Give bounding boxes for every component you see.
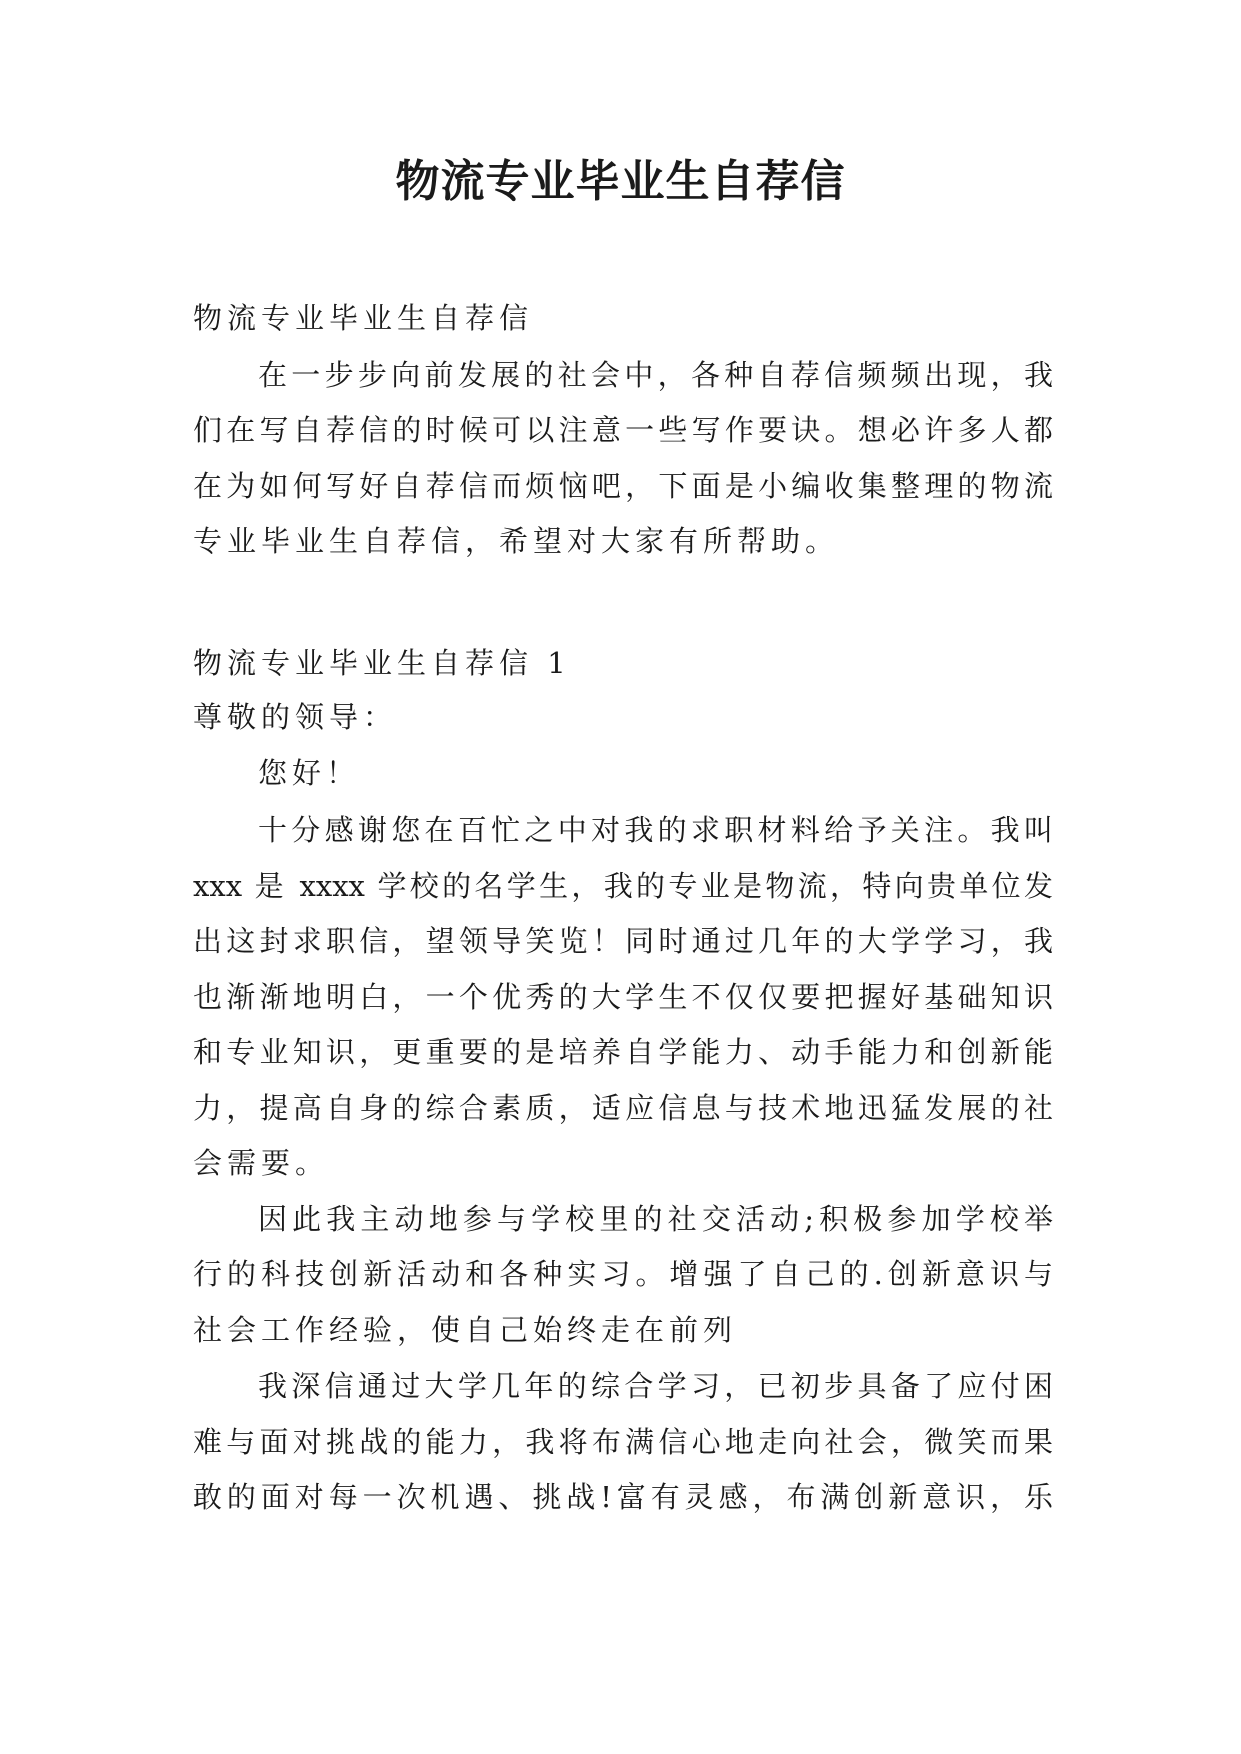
body-line: 因此我主动地参与学校里的社交活动;积极参加学校举 — [258, 1202, 1053, 1236]
body-line: 社会工作经验，使自己始终走在前列 — [193, 1313, 738, 1347]
subtitle-line: 物流专业毕业生自荐信 — [193, 301, 534, 335]
body-line: xxx 是 xxxx 学校的名学生，我的专业是物流，特向贵单位发 — [193, 869, 1053, 903]
body-line: 难与面对挑战的能力，我将布满信心地走向社会，微笑而果 — [193, 1425, 1053, 1459]
body-line: 十分感谢您在百忙之中对我的求职材料给予关注。我叫 — [258, 813, 1053, 847]
body-line: 和专业知识，更重要的是培养自学能力、动手能力和创新能 — [193, 1035, 1053, 1069]
section-heading: 物流专业毕业生自荐信 1 — [193, 646, 571, 680]
salutation: 尊敬的领导： — [193, 700, 398, 734]
greeting: 您好！ — [258, 756, 361, 790]
document-title: 物流专业毕业生自荐信 — [395, 156, 846, 207]
body-line: 我深信通过大学几年的综合学习，已初步具备了应付困 — [258, 1369, 1053, 1403]
intro-line: 在一步步向前发展的社会中，各种自荐信频频出现，我 — [258, 358, 1053, 392]
body-line: 力，提高自身的综合素质，适应信息与技术地迅猛发展的社 — [193, 1091, 1053, 1125]
intro-line: 们在写自荐信的时候可以注意一些写作要诀。想必许多人都 — [193, 413, 1053, 447]
body-line: 也渐渐地明白，一个优秀的大学生不仅仅要把握好基础知识 — [193, 980, 1053, 1014]
body-line: 行的科技创新活动和各种实习。增强了自己的.创新意识与 — [193, 1257, 1053, 1291]
intro-line: 在为如何写好自荐信而烦恼吧，下面是小编收集整理的物流 — [193, 469, 1053, 503]
body-line: 敢的面对每一次机遇、挑战!富有灵感，布满创新意识，乐 — [193, 1480, 1053, 1514]
body-line: 会需要。 — [193, 1146, 330, 1180]
intro-line: 专业毕业生自荐信，希望对大家有所帮助。 — [193, 524, 840, 558]
body-line: 出这封求职信，望领导笑览！同时通过几年的大学学习，我 — [193, 924, 1053, 958]
